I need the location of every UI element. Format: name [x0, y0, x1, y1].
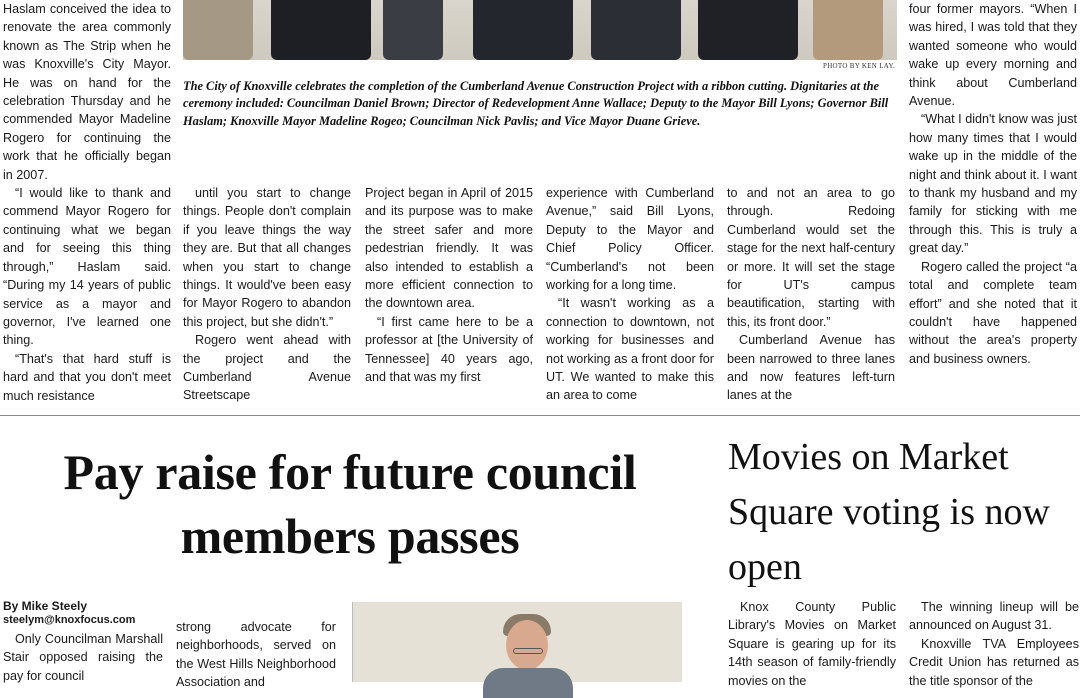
paragraph: four former mayors. “When I was hired, I was told that they wanted someone who would wake up every morning and think about Cumberland Avenue. [909, 2, 1077, 109]
council-member-photo [352, 602, 682, 682]
photo-figure [473, 0, 573, 60]
story2-byline-email[interactable]: steelym@knoxfocus.com [3, 614, 136, 626]
paragraph: Project began in April of 2015 and its purpose was to make the street safer and more pedestrian friendly. It was also intended to establish a more efficient connection to the downtown area. [365, 186, 533, 311]
story1-column-4 [546, 184, 714, 403]
story2-column-2 [176, 618, 336, 690]
paragraph: experience with Cumberland Avenue,” said Bill Lyons, Deputy to the Mayor and Chief Policy Officer. “Cumberland's not been working for a long time. [546, 186, 714, 293]
story1-column-2 [183, 184, 351, 403]
photo-figure [183, 0, 253, 60]
story1-column-1 [3, 0, 171, 403]
section-divider [0, 415, 1080, 416]
paragraph: strong advocate for neighborhoods, served on the West Hills Neighborhood Association and [176, 620, 336, 690]
paragraph: Rogero went ahead with the project and the Cumberland Avenue Streetscape [183, 333, 351, 403]
paragraph: Only Councilman Marshall Stair opposed raising the pay for council [3, 632, 163, 683]
photo-figure [383, 0, 443, 60]
story2-column-1 [3, 630, 163, 683]
paragraph: Haslam conceived the idea to renovate the area commonly known as The Strip when he was Knoxville's City Mayor. He was on hand for the celebration Thursday and he commended Mayor Madeline Rogero for continuing the work that he officially began in 2007. [3, 2, 171, 182]
photo-caption: The City of Knoxville celebrates the completion of the Cumberland Avenue Construction Project with a ribbon cutting. Dignitaries at the ceremony included: Councilman Daniel Brown; Director of Redevelopment Anne Wallace; Deputy to the Mayor Bill Lyons; Governor Bill Haslam; Knoxville Mayor Madeline Rogeo; Councilman Nick Pavlis; and Vice Mayor Duane Grieve. [183, 79, 889, 128]
story1-column-6 [909, 0, 1077, 398]
paragraph: “What I didn't know was just how many times that I would wake up in the middle of the night and think about it. I want to thank my husband and my family for sticking with me through this. This is truly a great day.” [909, 112, 1077, 256]
paragraph: until you start to change things. People don't complain if you leave things the way they are. But that all changes when you start to change things. It would've been easy for Mayor Rogero to abandon this project, but she didn't.” [183, 186, 351, 329]
paragraph: “I would like to thank and commend Mayor Rogero for continuing what we began and for seeing this thing through,” Haslam said. “During my 14 years of public service as a mayor and governor, I've learned one thing. [3, 186, 171, 348]
photo-figure [271, 0, 371, 60]
paragraph: Knoxville TVA Employees Credit Union has returned as the title sponsor of the [909, 636, 1079, 688]
paragraph: Knox County Public Library's Movies on Market Square is gearing up for its 14th season of family-friendly movies on the [728, 600, 896, 688]
paragraph: to and not an area to go through. Redoing Cumberland would set the stage for the next half-century or more. It will set the stage for UT's campus beautification, starting with this, its front door.” [727, 186, 895, 329]
paragraph: The winning lineup will be announced on August 31. [909, 600, 1079, 633]
paragraph: “I first came here to be a professor at [the University of Tennessee] 40 years ago, and that was my first [365, 314, 533, 385]
story3-headline: Movies on Market Square voting is now open [728, 436, 1050, 588]
story3-column-2 [909, 598, 1079, 688]
story2-headline: Pay raise for future council members passes [63, 444, 637, 564]
paragraph: “That's that hard stuff is hard and that you don't meet much resistance [3, 351, 171, 403]
photo-face [506, 620, 548, 670]
story3-column-1 [728, 598, 896, 688]
paragraph: Cumberland Avenue has been narrowed to three lanes and now features left-turn lanes at the [727, 333, 895, 403]
story1-column-3 [365, 184, 533, 398]
photo-figure [591, 0, 681, 60]
story1-column-5 [727, 184, 895, 403]
photo-figure [698, 0, 798, 60]
paragraph: Rogero called the project “a total and complete team effort” and she noted that it couldn't have happened without the area's property and business owners. [909, 259, 1077, 366]
photo-glasses [513, 648, 543, 654]
photo-figure [813, 0, 883, 60]
paragraph: “It wasn't working as a connection to downtown, not working for businesses and not working as a front door for UT. We wanted to make this an area to come [546, 296, 714, 403]
photo-shirt [483, 668, 573, 698]
story2-byline: By Mike Steely [3, 599, 88, 613]
photo-credit: PHOTO BY KEN LAY. [823, 62, 895, 70]
ribbon-cutting-photo [183, 0, 897, 60]
